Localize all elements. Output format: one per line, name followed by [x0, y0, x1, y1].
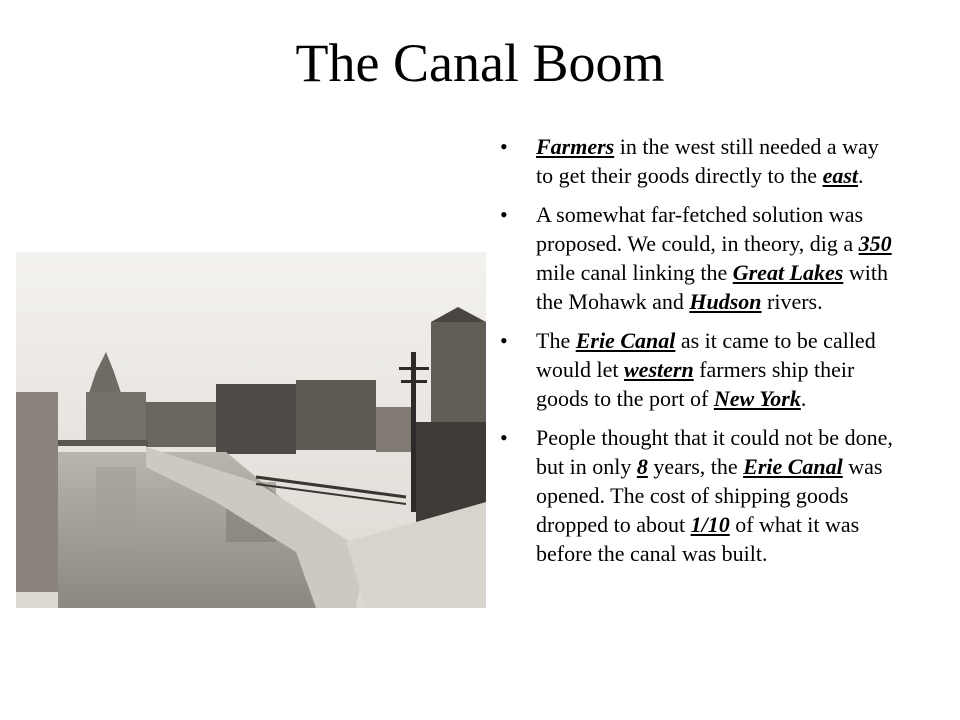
- bullet-dot: •: [500, 328, 508, 353]
- emphasized-term: western: [624, 357, 694, 382]
- bullet-text: rivers.: [761, 289, 823, 314]
- emphasized-term: 350: [858, 231, 892, 256]
- emphasized-term: Erie Canal: [743, 454, 843, 479]
- emphasized-term: 8: [636, 454, 648, 479]
- bullet-text: People thought that it could not be done, but in only: [536, 425, 893, 479]
- bullet-item: [498, 326, 898, 413]
- bullet-text: A somewhat far-fetched solution was proposed. We could, in theory, dig a: [536, 202, 864, 256]
- bullet-text: was opened. The cost of shipping goods dropped to about: [536, 454, 883, 537]
- bullet-item: [498, 423, 898, 568]
- bullet-list: [498, 132, 898, 578]
- bullet-text: of what it was before the canal was built.: [536, 512, 860, 566]
- slide-title: The Canal Boom: [295, 33, 665, 93]
- bullet-text: in the west still needed a way to get their goods directly to the: [536, 134, 879, 188]
- bullet-dot: •: [500, 202, 508, 227]
- bullet-item: [498, 200, 898, 316]
- emphasized-term: Hudson: [689, 289, 762, 314]
- bullet-text: .: [858, 163, 864, 188]
- emphasized-term: New York: [713, 386, 801, 411]
- bullet-text: with the Mohawk and: [536, 260, 888, 314]
- bullet-text: farmers ship their goods to the port of: [536, 357, 855, 411]
- bullet-text: mile canal linking the: [536, 260, 733, 285]
- emphasized-term: Farmers: [536, 134, 615, 159]
- emphasized-term: Erie Canal: [575, 328, 676, 353]
- bullet-item: [498, 132, 898, 190]
- bullet-text: years, the: [647, 454, 744, 479]
- emphasized-term: 1/10: [690, 512, 730, 537]
- bullet-dot: •: [500, 425, 508, 450]
- bullet-dot: •: [500, 134, 508, 159]
- emphasized-term: east: [822, 163, 859, 188]
- bullet-text: as it came to be called would let: [536, 328, 876, 382]
- canal-photo: [16, 252, 486, 608]
- bullet-text: The: [536, 328, 576, 353]
- bullet-text: .: [800, 386, 807, 411]
- emphasized-term: Great Lakes: [732, 260, 844, 285]
